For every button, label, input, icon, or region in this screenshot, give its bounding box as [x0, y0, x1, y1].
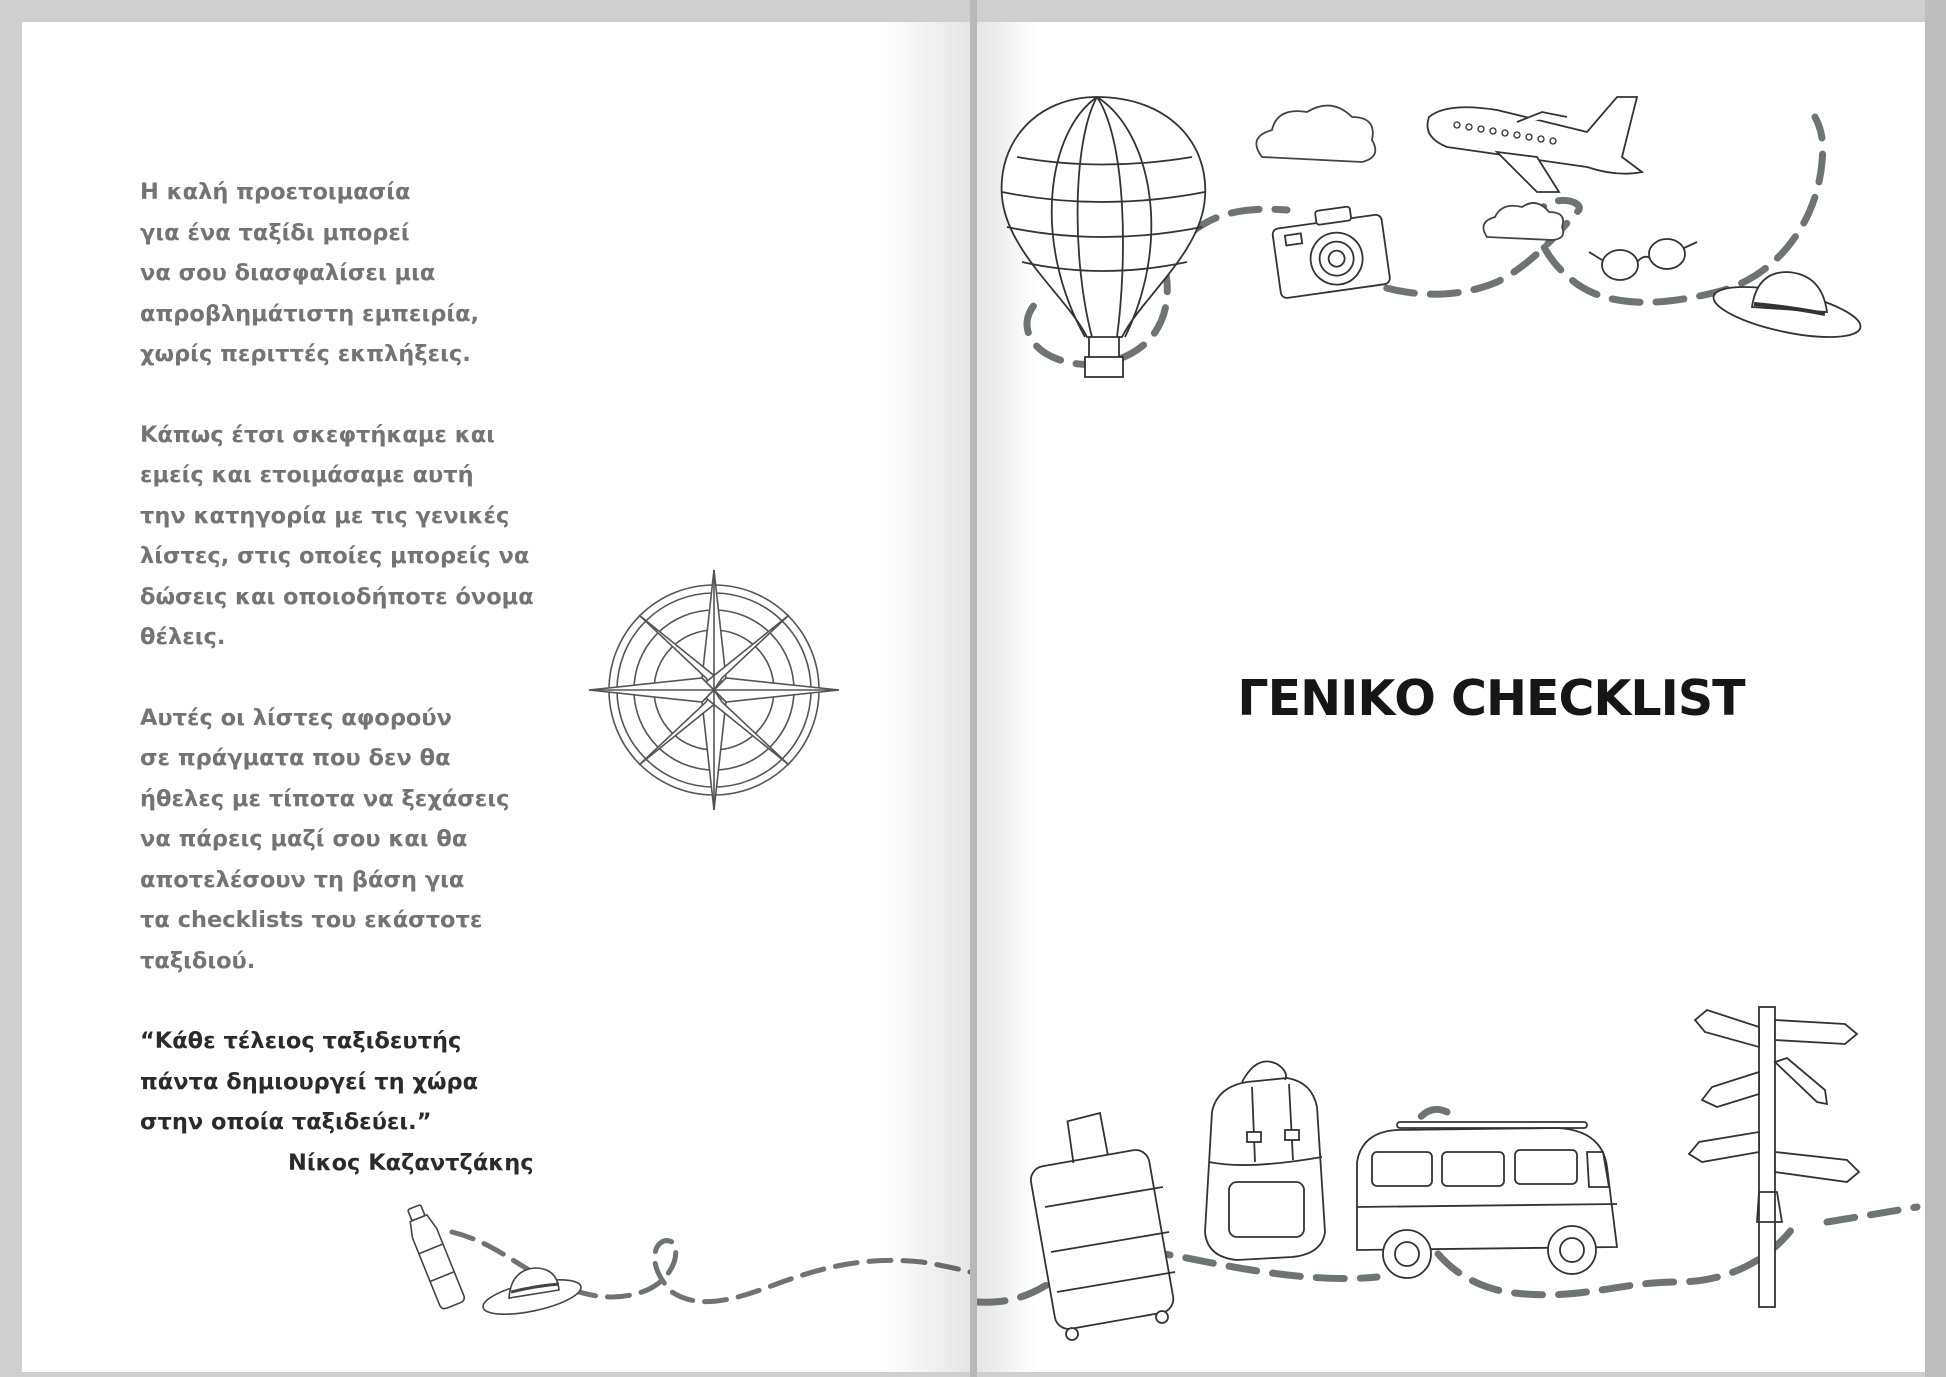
- quote-line: πάντα δημιουργεί τη χώρα: [140, 1068, 479, 1095]
- text-line: τα checklists του εκάστοτε: [140, 907, 483, 933]
- intro-text: [140, 172, 660, 1223]
- quote: [140, 1021, 660, 1183]
- quote-line: στην οποία ταξιδεύει.”: [140, 1109, 432, 1135]
- compass-icon: [594, 550, 854, 820]
- signpost-icon: [1689, 1007, 1859, 1307]
- book-spine: [970, 0, 977, 1377]
- paragraph-3: [140, 698, 660, 982]
- text-line: λίστες, στις οποίες μπορείς να: [140, 543, 530, 569]
- water-bottle-icon: [402, 1202, 466, 1310]
- backpack-icon: [1205, 1061, 1325, 1260]
- text-line: Αυτές οι λίστες αφορούν: [140, 704, 452, 731]
- page-edge: [1925, 0, 1946, 1377]
- bottom-illustrations: [977, 992, 1925, 1372]
- paragraph-1: [140, 172, 660, 375]
- text-line: Η καλή προετοιμασία: [140, 179, 411, 205]
- top-illustrations: [977, 22, 1925, 442]
- hat-icon: [480, 1268, 584, 1321]
- page-title: ΓΕΝΙΚΟ CHECKLIST: [1237, 670, 1745, 727]
- text-line: απροβλημάτιστη εμπειρία,: [140, 300, 480, 327]
- text-line: χωρίς περιττές εκπλήξεις.: [140, 341, 471, 367]
- text-line: αποτελέσουν τη βάση για: [140, 866, 465, 893]
- airplane-icon: [1427, 97, 1642, 192]
- text-line: ταξιδιού.: [140, 947, 256, 974]
- text-line: εμείς και ετοιμάσαμε αυτή: [140, 462, 474, 488]
- sunglasses-icon: [1589, 239, 1697, 280]
- text-line: για ένα ταξίδι μπορεί: [140, 219, 410, 246]
- text-line: Κάπως έτσι σκεφτήκαμε και: [140, 421, 496, 448]
- left-page: [22, 22, 970, 1372]
- dashed-path: [22, 1202, 970, 1372]
- camper-van-icon: [1357, 1122, 1617, 1278]
- text-line: να σου διασφαλίσει μια: [140, 260, 436, 286]
- text-line: δώσεις και οποιοδήποτε όνομα: [140, 583, 534, 610]
- text-line: θέλεις.: [140, 624, 226, 650]
- cloud-icon: [1483, 203, 1563, 240]
- suitcase-icon: [1029, 1113, 1176, 1340]
- hat-icon: [1709, 272, 1864, 347]
- camera-icon: [1270, 202, 1390, 299]
- hot-air-balloon-icon: [1002, 97, 1206, 377]
- quote-line: “Κάθε τέλειος ταξιδευτής: [140, 1028, 462, 1054]
- right-page: [977, 22, 1925, 1372]
- paragraph-2: [140, 415, 660, 658]
- text-line: σε πράγματα που δεν θα: [140, 745, 451, 771]
- text-line: την κατηγορία με τις γενικές: [140, 502, 510, 529]
- text-line: ήθελες με τίποτα να ξεχάσεις: [140, 785, 510, 812]
- text-line: να πάρεις μαζί σου και θα: [140, 826, 468, 852]
- cloud-icon: [1256, 106, 1375, 162]
- quote-author: Νίκος Καζαντζάκης: [288, 1149, 534, 1176]
